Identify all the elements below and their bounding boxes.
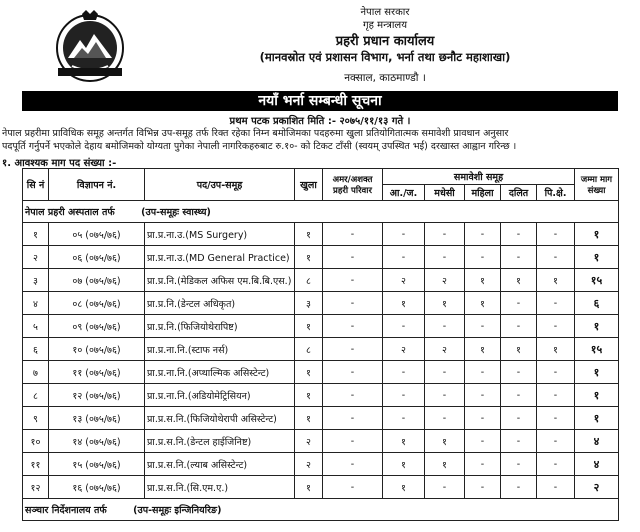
cell-pik: १ — [537, 338, 575, 361]
cell-open: ८ — [295, 338, 323, 361]
cell-aj: १ — [383, 292, 425, 315]
cell-pik: - — [537, 361, 575, 384]
cell-dalit: - — [501, 292, 537, 315]
cell-open: २ — [295, 430, 323, 453]
cell-mahila: - — [465, 453, 501, 476]
cell-sn: १० — [23, 430, 49, 453]
cell-open: १ — [295, 384, 323, 407]
cell-amar: - — [323, 338, 383, 361]
cell-madhesi: - — [425, 476, 465, 499]
cell-post: प्रा.प्र.नि.(मेडिकल अफिस एम.बि.बि.एस.) — [145, 269, 295, 292]
cell-madhesi: - — [425, 407, 465, 430]
cell-sn: ४ — [23, 292, 49, 315]
cell-open: १ — [295, 223, 323, 246]
col-ad-no: विज्ञापन नं. — [49, 169, 145, 201]
cell-amar: - — [323, 453, 383, 476]
cell-madhesi: २ — [425, 338, 465, 361]
cell-sn: १ — [23, 223, 49, 246]
col-amar: अमर/अशक्त प्रहरी परिवार — [323, 169, 383, 201]
cell-post: प्रा.प्र.स.नि.(फिजियोथेरापी असिस्टेन्ट) — [145, 407, 295, 430]
cell-ad: ११ (०७५/७६) — [49, 361, 145, 384]
table-row — [23, 361, 619, 384]
table-row — [23, 407, 619, 430]
cell-pik: - — [537, 453, 575, 476]
cell-madhesi: २ — [425, 269, 465, 292]
col-total: जम्मा माग संख्या — [575, 169, 619, 201]
cell-total: १५ — [575, 338, 619, 361]
cell-dalit: - — [501, 384, 537, 407]
cell-sn: २ — [23, 246, 49, 269]
cell-amar: - — [323, 476, 383, 499]
cell-amar: - — [323, 315, 383, 338]
cell-mahila: - — [465, 384, 501, 407]
cell-aj: - — [383, 361, 425, 384]
cell-mahila: - — [465, 407, 501, 430]
cell-open: १ — [295, 315, 323, 338]
cell-mahila: १ — [465, 338, 501, 361]
header-line-government: नेपाल सरकार — [360, 7, 410, 18]
cell-ad: ०६ (०७५/७६) — [49, 246, 145, 269]
table-row — [23, 223, 619, 246]
cell-post: प्रा.प्र.ना.नि.(अडियोमेट्रिसियन) — [145, 384, 295, 407]
cell-aj: १ — [383, 453, 425, 476]
cell-ad: ०७ (०७५/७६) — [49, 269, 145, 292]
cell-pik: - — [537, 476, 575, 499]
cell-aj: - — [383, 223, 425, 246]
notice-banner: नयाँ भर्ना सम्बन्धी सूचना — [22, 91, 618, 111]
header-line-ministry: गृह मन्त्रालय — [362, 20, 408, 31]
cell-aj: २ — [383, 269, 425, 292]
cell-mahila: - — [465, 246, 501, 269]
cell-dalit: १ — [501, 338, 537, 361]
cell-aj: - — [383, 246, 425, 269]
col-post: पद/उप-समूह — [145, 169, 295, 201]
col-dalit: दलित — [501, 185, 537, 201]
section-title: १. आवश्यक माग पद संख्या :- — [2, 158, 117, 169]
col-pik: पि.क्षे. — [537, 185, 575, 201]
cell-open: ८ — [295, 269, 323, 292]
cell-sn: ११ — [23, 453, 49, 476]
group-row-hospital — [23, 201, 619, 223]
cell-pik: - — [537, 223, 575, 246]
cell-sn: ९ — [23, 407, 49, 430]
table-row — [23, 246, 619, 269]
table-row — [23, 453, 619, 476]
table-row — [23, 292, 619, 315]
table-row — [23, 384, 619, 407]
cell-ad: १६ (०७५/७६) — [49, 476, 145, 499]
cell-open: २ — [295, 453, 323, 476]
cell-dalit: - — [501, 453, 537, 476]
table-row — [23, 338, 619, 361]
cell-sn: ८ — [23, 384, 49, 407]
cell-sn: ७ — [23, 361, 49, 384]
cell-mahila: - — [465, 430, 501, 453]
cell-amar: - — [323, 361, 383, 384]
cell-ad: १५ (०७५/७६) — [49, 453, 145, 476]
cell-total: १ — [575, 246, 619, 269]
cell-ad: १४ (०७५/७६) — [49, 430, 145, 453]
cell-total: १ — [575, 361, 619, 384]
cell-dalit: - — [501, 223, 537, 246]
cell-madhesi: - — [425, 223, 465, 246]
cell-madhesi: - — [425, 315, 465, 338]
cell-post: प्रा.प्र.ना.उ.(MS Surgery) — [145, 223, 295, 246]
col-aj: आ./ज. — [383, 185, 425, 201]
cell-mahila: १ — [465, 292, 501, 315]
cell-post: प्रा.प्र.ना.उ.(MD General Practice) — [145, 246, 295, 269]
header-line-address: नक्साल, काठमाण्डौ । — [344, 72, 426, 84]
cell-total: ४ — [575, 430, 619, 453]
cell-total: १ — [575, 407, 619, 430]
group-label: सञ्चार निर्देशनालय तर्फ (उप-समूहः इन्जिनियरिङ) — [23, 499, 619, 521]
cell-post: प्रा.प्र.ना.नि.(अप्थाल्मिक असिस्टेन्ट) — [145, 361, 295, 384]
cell-sn: ६ — [23, 338, 49, 361]
cell-mahila: - — [465, 223, 501, 246]
cell-madhesi: - — [425, 361, 465, 384]
cell-ad: १० (०७५/७६) — [49, 338, 145, 361]
cell-dalit: १ — [501, 269, 537, 292]
cell-total: ६ — [575, 292, 619, 315]
table-row — [23, 430, 619, 453]
cell-amar: - — [323, 430, 383, 453]
cell-aj: १ — [383, 476, 425, 499]
cell-pik: - — [537, 430, 575, 453]
cell-dalit: - — [501, 407, 537, 430]
cell-madhesi: - — [425, 246, 465, 269]
publish-date: प्रथम पटक प्रकाशित मिति :- २०७५/११/१३ गते । — [229, 116, 411, 127]
cell-dalit: - — [501, 315, 537, 338]
cell-aj: - — [383, 407, 425, 430]
cell-madhesi: १ — [425, 430, 465, 453]
cell-aj: - — [383, 384, 425, 407]
intro-paragraph — [2, 127, 638, 153]
cell-pik: - — [537, 315, 575, 338]
cell-post: प्रा.प्र.स.नि.(डेन्टल हाईजिनिष्ट) — [145, 430, 295, 453]
cell-mahila: - — [465, 361, 501, 384]
cell-pik: १ — [537, 269, 575, 292]
cell-dalit: - — [501, 246, 537, 269]
cell-pik: - — [537, 292, 575, 315]
col-open: खुला — [295, 169, 323, 201]
cell-madhesi: - — [425, 384, 465, 407]
cell-post: प्रा.प्र.स.नि.(सि.एम.ए.) — [145, 476, 295, 499]
cell-ad: ०९ (०७५/७६) — [49, 315, 145, 338]
cell-post: प्रा.प्र.नि.(डेन्टल अधिकृत) — [145, 292, 295, 315]
cell-aj: - — [383, 315, 425, 338]
cell-ad: ०५ (०७५/७६) — [49, 223, 145, 246]
cell-dalit: - — [501, 361, 537, 384]
cell-aj: २ — [383, 338, 425, 361]
cell-sn: १२ — [23, 476, 49, 499]
cell-total: १ — [575, 384, 619, 407]
notice-header — [0, 0, 640, 92]
cell-pik: - — [537, 384, 575, 407]
cell-post: प्रा.प्र.स.नि.(ल्याब असिस्टेन्ट) — [145, 453, 295, 476]
cell-amar: - — [323, 384, 383, 407]
cell-open: १ — [295, 246, 323, 269]
intro-line: नेपाल प्रहरीमा प्राविधिक समूह अन्तर्गत विभिन्न उप-समूह तर्फ रिक्त रहेका निम्न बमोजिमका पदहरुमा खुला प्रतियोगितात्मक समावेशी प्रावधान अनुसार — [2, 128, 509, 139]
col-sn: सि नं — [23, 169, 49, 201]
cell-dalit: - — [501, 476, 537, 499]
cell-total: १५ — [575, 269, 619, 292]
cell-total: ४ — [575, 453, 619, 476]
cell-post: प्रा.प्र.ना.नि.(स्टाफ नर्स) — [145, 338, 295, 361]
cell-open: ३ — [295, 292, 323, 315]
cell-mahila: - — [465, 476, 501, 499]
cell-madhesi: १ — [425, 453, 465, 476]
cell-pik: - — [537, 246, 575, 269]
header-line-department: (मानवस्रोत एवं प्रशासन विभाग, भर्ना तथा छनौट महाशाखा) — [259, 50, 511, 64]
cell-ad: १२ (०७५/७६) — [49, 384, 145, 407]
vacancy-table — [22, 168, 619, 521]
cell-open: १ — [295, 476, 323, 499]
cell-ad: ०८ (०७५/७६) — [49, 292, 145, 315]
cell-total: १ — [575, 223, 619, 246]
cell-sn: ३ — [23, 269, 49, 292]
cell-amar: - — [323, 246, 383, 269]
cell-amar: - — [323, 223, 383, 246]
cell-total: १ — [575, 315, 619, 338]
cell-madhesi: १ — [425, 292, 465, 315]
cell-ad: १३ (०७५/७६) — [49, 407, 145, 430]
cell-amar: - — [323, 292, 383, 315]
cell-aj: १ — [383, 430, 425, 453]
cell-mahila: १ — [465, 269, 501, 292]
group-row-communication — [23, 499, 619, 521]
table-row — [23, 476, 619, 499]
group-label: नेपाल प्रहरी अस्पताल तर्फ (उप-समूहः स्वास्थ्य) — [23, 201, 619, 223]
cell-open: १ — [295, 407, 323, 430]
col-inclusive: समावेशी समूह — [383, 169, 575, 185]
table-row — [23, 269, 619, 292]
government-emblem-icon — [52, 8, 128, 84]
col-madhesi: मधेसी — [425, 185, 465, 201]
cell-amar: - — [323, 407, 383, 430]
cell-amar: - — [323, 269, 383, 292]
cell-mahila: - — [465, 315, 501, 338]
cell-pik: - — [537, 407, 575, 430]
cell-open: १ — [295, 361, 323, 384]
cell-total: २ — [575, 476, 619, 499]
cell-sn: ५ — [23, 315, 49, 338]
header-line-office: प्रहरी प्रधान कार्यालय — [335, 34, 435, 49]
table-row — [23, 315, 619, 338]
col-mahila: महिला — [465, 185, 501, 201]
intro-line: पदपूर्ति गर्नुपर्ने भएकोले देहाय बमोजिमको योग्यता पुगेका नेपाली नागरिकहरुबाट रु.१०- को टिकट टाँसी (स्वयम् उपस्थित भई) दरखास्त आह्वान गरिन्छ । — [2, 141, 517, 152]
cell-dalit: - — [501, 430, 537, 453]
cell-post: प्रा.प्र.नि.(फिजियोथेरापिष्ट) — [145, 315, 295, 338]
